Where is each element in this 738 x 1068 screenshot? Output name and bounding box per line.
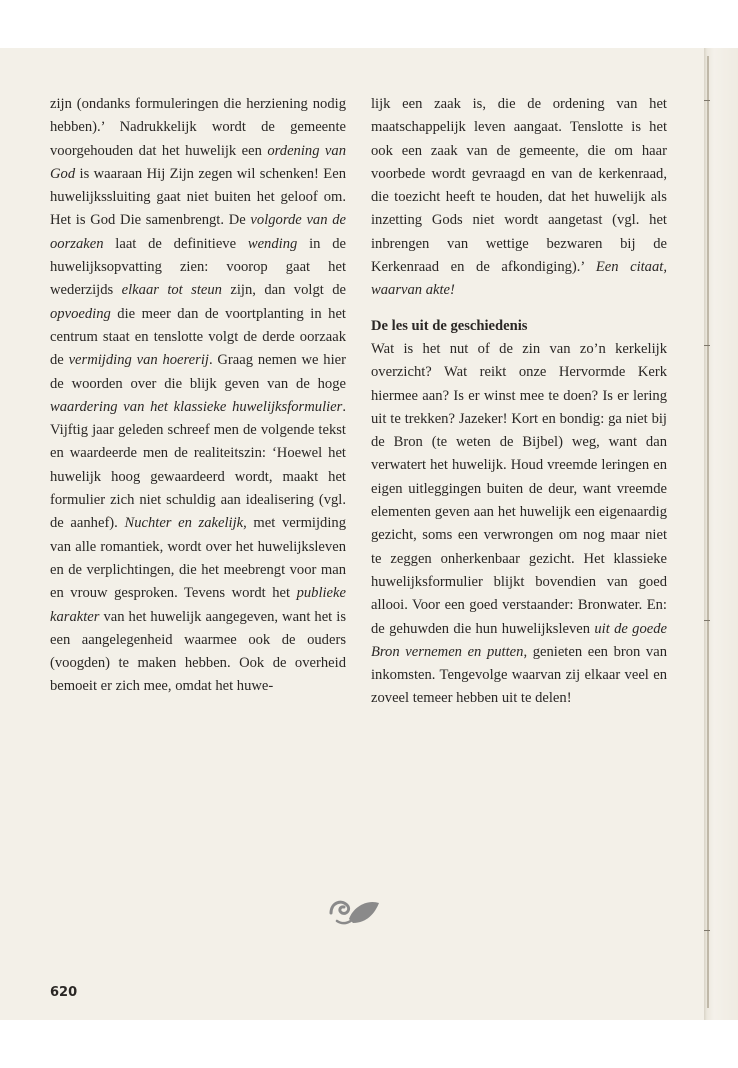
page-edge-line: [707, 56, 709, 1008]
text-run: zijn (ondanks formuleringen die herziening nodig hebben).’ Nadrukkelijk wordt de gemeente voorgehouden dat het huwelijk een: [50, 96, 346, 159]
text-run: is waaraan Hij Zijn zegen wil schenken! Een huwelijkssluiting gaat niet buiten het geloof om. Het is God Die samenbrengt. De: [50, 165, 346, 229]
right-column: [371, 93, 667, 711]
text-run: die meer dan de voortplanting in het centrum staat en tenslotte volgt de derde oorzaak de: [50, 305, 346, 369]
text-run: . Graag nemen we hier de woorden over die blijk geven van de hoge: [50, 352, 346, 392]
italic-phrase: uit de goede Bron vernemen en putten: [371, 620, 667, 660]
italic-phrase: volgorde van de oorzaken: [50, 212, 346, 252]
italic-phrase: Nuchter en zakelijk: [124, 515, 244, 532]
italic-phrase: elkaar tot steun: [121, 282, 222, 299]
italic-phrase: waardering van het klassieke huwelijksformulier: [50, 398, 343, 415]
edge-tick: [704, 100, 710, 101]
italic-phrase: publieke karakter: [50, 585, 346, 625]
text-run: zijn, dan volgt de: [221, 282, 346, 299]
text-run: lijk een zaak is, die de ordening van het maatschappelijk leven aangaat. Tenslotte is het ook een zaak van de gemeente, die om haar voorbede wordt gevraagd en van de kerkenraad, die toezicht heeft te houden, dat het huwelijk als inzetting Gods niet wordt aangetast (vgl. het inbrengen van wettige bezwaren bij de Kerkenraad en de afkondiging).’: [371, 96, 667, 276]
edge-tick: [704, 345, 710, 346]
edge-tick: [704, 930, 710, 931]
text-run: laat de definitieve: [103, 235, 248, 252]
right-paragraph-2: [371, 338, 667, 711]
italic-phrase: ordening van God: [50, 142, 346, 182]
italic-phrase: opvoeding: [50, 305, 111, 322]
text-run: , genieten een bron van inkomsten. Tengevolge waarvan zij elkaar veel en zoveel temeer hebben uit te delen!: [371, 643, 667, 707]
section-heading: De les uit de geschiedenis: [371, 317, 528, 334]
text-run: . Vijftig jaar geleden schreef men de volgende tekst en waardeerde men de realiteitszin: ‘Hoewel het huwelijk hoog gewaardeerd wordt, maakt het formulier zich niet schuldig aan idealisering (vgl. de aanhef).: [50, 398, 346, 532]
italic-phrase: wending: [247, 235, 298, 252]
italic-phrase: vermijding van hoererij: [68, 352, 209, 369]
leaf-ornament-icon: [327, 893, 385, 929]
text-run: , met vermijding van alle romantiek, wordt over het huwelijksleven en de verplichtingen, die het meebrengt voor man en vrouw gesproken. Tevens wordt het: [50, 515, 346, 602]
edge-tick: [704, 620, 710, 621]
page-number: 620: [50, 985, 78, 1000]
text-run: van het huwelijk aangegeven, want het is een aangelegenheid waarmee ook de ouders (voogden) te maken hebben. Ook de overheid bemoeit er zich mee, omdat het huwe-: [50, 608, 346, 695]
italic-phrase: Een citaat, waarvan akte!: [371, 259, 667, 299]
left-column: [50, 93, 346, 699]
text-run: Wat is het nut of de zin van zo’n kerkelijk overzicht? Wat reikt onze Hervormde Kerk hiermee aan? Is er winst mee te doen? Is er lering uit te trekken? Jazeker! Kort en bondig: ga niet bij de Bron (te weten de Bijbel) weg, want dan verwatert het huwelijk. Houd vreemde leringen en eigen uitleggingen buiten de deur, want vreemde elementen geven aan het huwelijk een eigenaardig gezicht, soms een verwrongen om nog maar niet te zeggen onherkenbaar gezicht. Het klassieke huwelijksformulier blijkt bovendien van goed allooi. Voor een goed verstaander: Bronwater. En: de gehuwden die hun huwelijksleven: [371, 340, 667, 637]
right-paragraph-1: [371, 93, 667, 303]
page-edge: [704, 48, 738, 1020]
text-run: in de huwelijksopvatting zien: voorop gaat het wederzijds: [50, 235, 346, 299]
left-paragraph: [50, 93, 346, 699]
